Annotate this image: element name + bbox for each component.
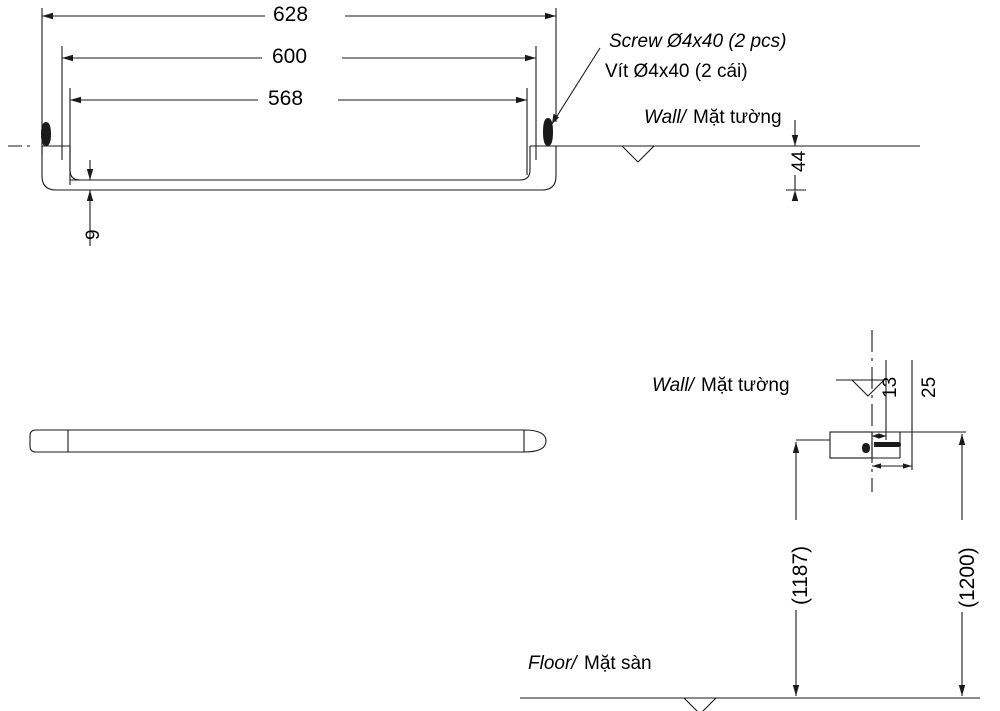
dim-label-44: 44 (789, 150, 810, 172)
dim-label-1187: (1187) (789, 545, 812, 605)
arrow-628-right (545, 13, 556, 19)
arrow-600-right (525, 55, 536, 61)
side-view-screw-shaft (874, 442, 901, 447)
screw-note-leader (552, 48, 600, 124)
arrow-9-bottom (87, 190, 93, 201)
screw-left-icon (41, 122, 51, 146)
arrow-600-left (62, 55, 73, 61)
arrow-1187-top (793, 442, 799, 453)
wall-label-side-en: Wall/ (652, 375, 694, 396)
arrow-1200-bottom (959, 685, 965, 696)
dim-label-25: 25 (919, 376, 940, 398)
arrow-568-right (516, 97, 527, 103)
dim-label-628: 628 (273, 3, 309, 26)
screw-note-vi: Vít Ø4x40 (2 cái) (605, 61, 748, 82)
bar-inner-outline (70, 146, 530, 180)
arrow-9-top (87, 169, 93, 180)
arrow-1187-bottom (793, 685, 799, 696)
wall-symbol-top-view (622, 146, 654, 162)
arrow-25-right (903, 463, 912, 468)
floor-label-en: Floor/ (528, 653, 577, 674)
arrow-13-right (879, 433, 886, 438)
screw-right-icon (543, 118, 553, 146)
wall-label-top-vi: Mặt tường (693, 107, 782, 128)
wall-label-top-en: Wall/ (644, 107, 686, 128)
side-view-screw-head (862, 443, 870, 453)
dim-label-568: 568 (268, 87, 304, 110)
floor-symbol (684, 698, 716, 711)
dim-label-13: 13 (880, 376, 901, 398)
arrow-628-left (42, 13, 53, 19)
arrow-13-left (872, 433, 879, 438)
dim-label-9: 9 (83, 229, 104, 240)
arrow-1200-top (959, 434, 965, 445)
arrow-568-left (70, 97, 81, 103)
arrow-44-top (792, 135, 798, 146)
dim-label-600: 600 (272, 45, 308, 68)
arrow-44-bottom (792, 190, 798, 201)
front-view-bar-body (30, 430, 546, 452)
bar-outer-outline (42, 146, 556, 190)
wall-label-side-vi: Mặt tường (701, 375, 790, 396)
floor-label-vi: Mặt sàn (584, 653, 652, 674)
screw-note-en: Screw Ø4x40 (2 pcs) (609, 31, 787, 52)
dim-label-1200: (1200) (956, 547, 979, 608)
arrow-25-left (872, 463, 881, 468)
